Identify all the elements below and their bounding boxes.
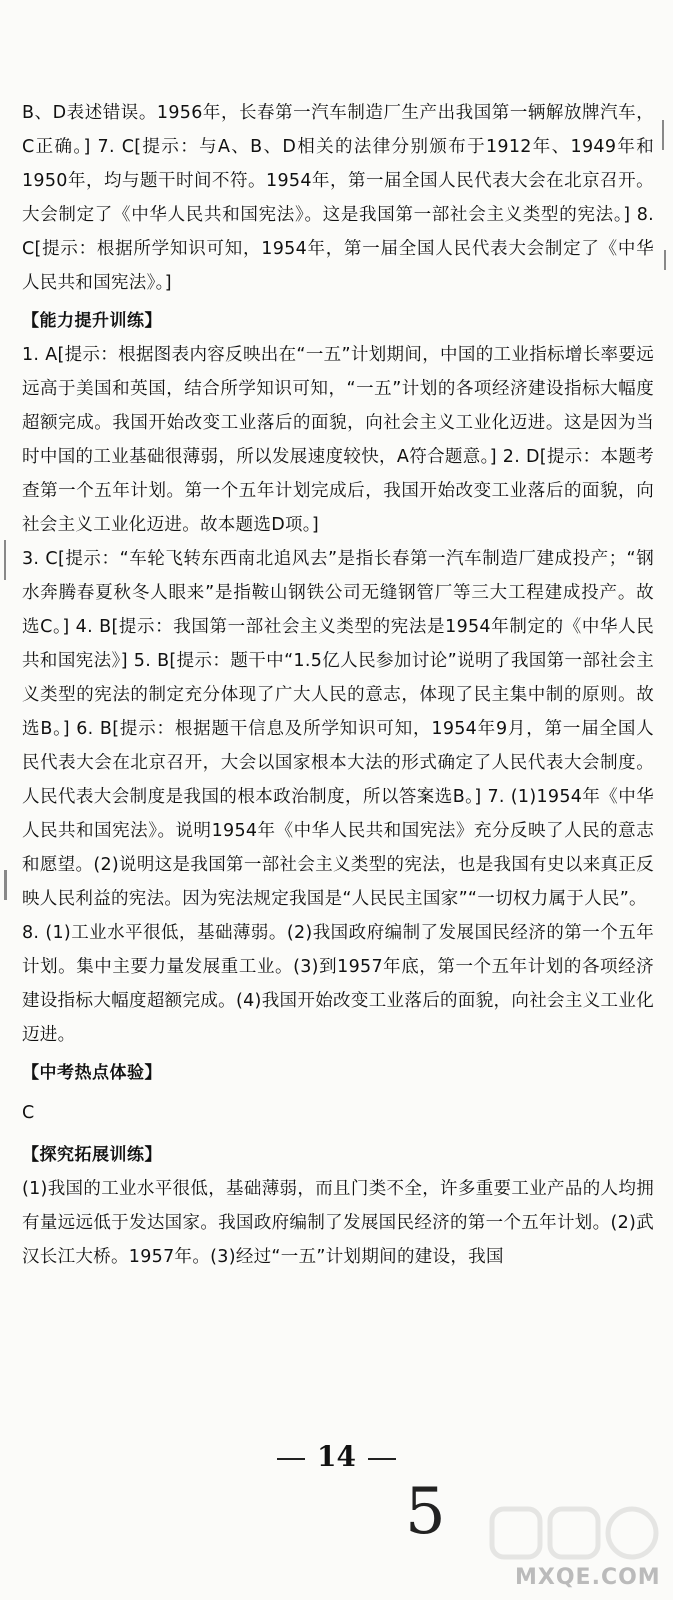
scan-edge-mark — [662, 120, 664, 150]
scan-edge-mark — [664, 250, 666, 270]
ability-paragraph-1: 1. A[提示：根据图表内容反映出在“一五”计划期间，中国的工业指标增长率要远远高于美国和英国，结合所学知识可知，“一五”计划的各项经济建设指标大幅度超额完成。我国开始改变工业落后的面貌，向社会主义工业化迈进。这是因为当时中国的工业基础很薄弱，所以发展速度较快，A符合题意。] 2. D[提示：本题考查第一个五年计划。第一个五年计划完成后，我国开始改变工业落后的面貌，向社会主义工业化迈进。故本题选D项。] — [22, 345, 654, 535]
answer-page — [22, 96, 654, 1274]
scan-edge-mark — [4, 870, 7, 900]
watermark-text: MXQE.COM — [515, 1565, 661, 1590]
handwritten-mark: 5 — [405, 1475, 446, 1549]
intro-paragraph: B、D表述错误。1956年，长春第一汽车制造厂生产出我国第一辆解放牌汽车，C正确。] 7. C[提示：与A、B、D相关的法律分别颁布于1912年、1949年和1950年，均与题干时间不符。1954年，第一届全国人民代表大会在北京召开。大会制定了《中华人民共和国宪法》。这是我国第一部社会主义类型的宪法。] 8. C[提示：根据所学知识可知，1954年，第一届全国人民代表大会制定了《中华人民共和国宪法》。] — [22, 103, 654, 293]
page-number: 14 — [317, 1440, 356, 1473]
ability-paragraph-3: 8. (1)工业水平很低，基础薄弱。(2)我国政府编制了发展国民经济的第一个五年计划。集中主要力量发展重工业。(3)到1957年底，第一个五年计划的各项经济建设指标大幅度超额完成。(4)我国开始改变工业落后的面貌，向社会主义工业化迈进。 — [22, 923, 654, 1045]
footer-dash-right — [368, 1458, 396, 1460]
ability-paragraph-2: 3. C[提示：“车轮飞转东西南北追风去”是指长春第一汽车制造厂建成投产；“钢水奔腾春夏秋冬人眼来”是指鞍山钢铁公司无缝钢管厂等三大工程建成投产。故选C。] 4. B[提示：我国第一部社会主义类型的宪法是1954年制定的《中华人民共和国宪法》] 5. B[提示：题干中“1.5亿人民参加讨论”说明了我国第一部社会主义类型的宪法的制定充分体现了广大人民的意志，体现了民主集中制的原则。故选B。] 6. B[提示：根据题干信息及所学知识可知，1954年9月，第一届全国人民代表大会在北京召开，大会以国家根本大法的形式确定了人民代表大会制度。人民代表大会制度是我国的根本政治制度，所以答案选B。] 7. (1)1954年《中华人民共和国宪法》。说明1954年《中华人民共和国宪法》充分反映了人民的意志和愿望。(2)说明这是我国第一部社会主义类型的宪法，也是我国有史以来真正反映人民利益的宪法。因为宪法规定我国是“人民民主国家”“一切权力属于人民”。 — [22, 549, 654, 909]
footer-dash-left — [277, 1458, 305, 1460]
section-heading-ability: 【能力提升训练】 — [22, 311, 162, 331]
section-heading-explore: 【探究拓展训练】 — [22, 1145, 162, 1165]
explore-paragraph-1: (1)我国的工业水平很低，基础薄弱，而且门类不全，许多重要工业产品的人均拥有量远远低于发达国家。我国政府编制了发展国民经济的第一个五年计划。(2)武汉长江大桥。1957年。(3)经过“一五”计划期间的建设，我国 — [22, 1179, 654, 1267]
section-heading-exam-hotspot: 【中考热点体验】 — [22, 1063, 162, 1083]
page-footer — [0, 1440, 673, 1473]
scan-edge-mark — [4, 540, 6, 580]
exam-hotspot-answer: C — [22, 1103, 35, 1123]
